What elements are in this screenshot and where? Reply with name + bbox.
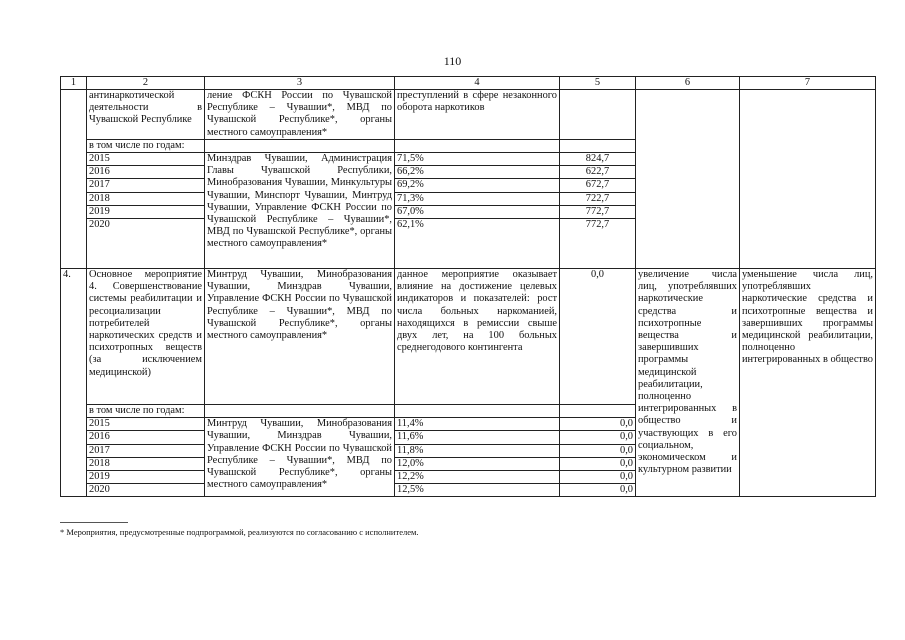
- year-cell: 2016: [87, 431, 205, 444]
- col-header: 5: [560, 77, 636, 90]
- indicator-value: 66,2%: [395, 166, 560, 179]
- year-cell: 2017: [87, 444, 205, 457]
- col-header: 6: [636, 77, 740, 90]
- indicator-value: 69,2%: [395, 179, 560, 192]
- year-cell: 2017: [87, 179, 205, 192]
- year-cell: 2015: [87, 418, 205, 431]
- year-cell: 2016: [87, 166, 205, 179]
- amount-cell: 622,7: [560, 166, 636, 179]
- col-header: 2: [87, 77, 205, 90]
- indicator-cell: данное мероприятие оказывает влияние на достижение целевых индикаторов и показателей: рост числа больных наркоманией, находящихся в ремиссии свыше двух лет, на 100 больных среднегодового контингента: [395, 269, 560, 405]
- table-row: [61, 90, 876, 140]
- col-header: 1: [61, 77, 87, 90]
- event-number: 4.: [61, 269, 87, 497]
- col-header: 3: [205, 77, 395, 90]
- col-header: 4: [395, 77, 560, 90]
- event-name-cell: антинаркотической деятельности в Чувашской Республике: [87, 90, 205, 140]
- year-cell: 2020: [87, 484, 205, 497]
- amount-cell: 0,0: [560, 418, 636, 431]
- year-cell: 2015: [87, 153, 205, 166]
- executors-cell: ление ФСКН России по Чувашской Республике – Чувашии*, МВД по Чувашской Республике*, органы местного самоуправления*: [205, 90, 395, 140]
- year-cell: 2019: [87, 205, 205, 218]
- program-table: [60, 76, 876, 497]
- column-number-row: [61, 77, 876, 90]
- executors-cell: Минтруд Чувашии, Минобразования Чувашии, Минздрав Чувашии, Управление ФСКН России по Чувашской Республике – Чувашии*, МВД по Чувашской Республике*, органы местного самоуправления*: [205, 418, 395, 497]
- amount-cell: 722,7: [560, 192, 636, 205]
- year-cell: 2019: [87, 471, 205, 484]
- by-years-label: в том числе по годам:: [87, 405, 205, 418]
- page-number: 110: [443, 54, 462, 68]
- indicator-value: 12,0%: [395, 457, 560, 470]
- amount-cell: 0,0: [560, 457, 636, 470]
- amount-cell: 0,0: [560, 431, 636, 444]
- footnote-separator: [60, 522, 128, 523]
- indicator-value: 11,4%: [395, 418, 560, 431]
- indicator-value: 71,5%: [395, 153, 560, 166]
- year-cell: 2020: [87, 219, 205, 269]
- year-cell: 2018: [87, 192, 205, 205]
- year-cell: 2018: [87, 457, 205, 470]
- amount-cell: 772,7: [560, 205, 636, 218]
- amount-cell: 0,0: [560, 444, 636, 457]
- consequence-cell: уменьшение числа лиц, употреблявших наркотические средства и психотропные вещества и завершивших программы медицинской реабилитации, полноценно интегрированных в общество: [740, 269, 876, 497]
- indicator-value: 71,3%: [395, 192, 560, 205]
- indicator-value: 11,6%: [395, 431, 560, 444]
- amount-cell: 0,0: [560, 471, 636, 484]
- indicator-value: 62,1%: [395, 219, 560, 269]
- amount-cell: 824,7: [560, 153, 636, 166]
- executors-cell: Минтруд Чувашии, Минобразования Чувашии, Минздрав Чувашии, Управление ФСКН России по Чувашской Республике – Чувашии*, МВД по Чувашской Республике*, органы местного самоуправления*: [205, 269, 395, 405]
- indicator-value: 12,2%: [395, 471, 560, 484]
- indicator-value: 67,0%: [395, 205, 560, 218]
- table-row: [61, 269, 876, 405]
- amount-cell: 0,0: [560, 269, 636, 405]
- col-header: 7: [740, 77, 876, 90]
- executors-cell: Минздрав Чувашии, Администрация Главы Чувашской Республики, Минобразования Чувашии, Минкультуры Чувашии, Минспорт Чувашии, Минтруд Чувашии, Управление ФСКН России по Чувашской Республике – Чувашии*, МВД по Чувашской Республике*, органы местного самоуправления*: [205, 153, 395, 269]
- event-name-cell: Основное мероприятие 4. Совершенствование системы реабилитации и ресоциализации потребителей наркотических средств и психотропных веществ (за исключением медицинской): [87, 269, 205, 405]
- by-years-label: в том числе по годам:: [87, 139, 205, 152]
- indicator-value: 11,8%: [395, 444, 560, 457]
- amount-cell: 672,7: [560, 179, 636, 192]
- amount-cell: 772,7: [560, 219, 636, 269]
- indicator-value: 12,5%: [395, 484, 560, 497]
- amount-cell: 0,0: [560, 484, 636, 497]
- indicator-cell: преступлений в сфере незаконного оборота наркотиков: [395, 90, 560, 140]
- footnote: * Мероприятия, предусмотренные подпрограммой, реализуются по согласованию с исполнителем.: [60, 527, 419, 537]
- expected-result-cell: увеличение числа лиц, употреблявших наркотические средства и психотропные вещества и завершивших программы медицинской реабилитации, полноценно интегрированных в общество и участвующих в его социальном, экономическом и культурном развитии: [636, 269, 740, 497]
